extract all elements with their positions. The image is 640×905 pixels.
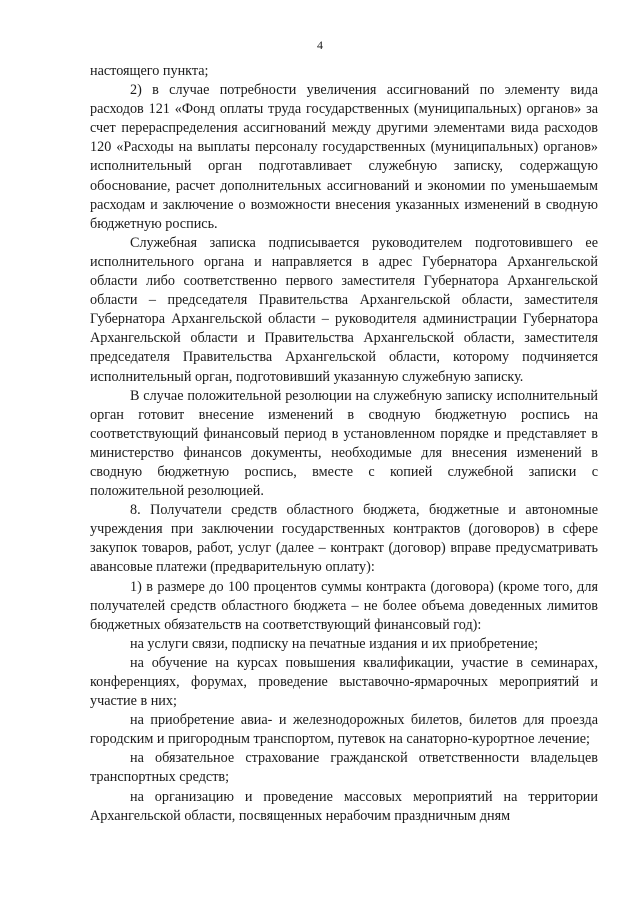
paragraph-continuation: настоящего пункта; (90, 63, 209, 79)
document-body (90, 62, 598, 826)
paragraph-item-2: 2) в случае потребности увеличения ассигнований по элементу вида расходов 121 «Фонд оплаты труда государственных (муниципальных) органов» за счет перераспределения ассигнований между другими элементами вида расходов 120 «Расходы на выплаты персоналу государственных (муниципальных) органов» исполнительный орган подготавливает служебную записку, содержащую обоснование, расчет дополнительных ассигнований и экономии по уменьшаемым расходам и заключение о возможности внесения указанных изменений в сводную бюджетную роспись. (90, 82, 598, 232)
list-item-communication: на услуги связи, подписку на печатные издания и их приобретение; (130, 635, 539, 652)
page-number: 4 (317, 38, 323, 52)
list-item-events: на организацию и проведение массовых мероприятий на территории Архангельской области, посвященных нерабочим праздничным дням (90, 788, 598, 824)
list-item-insurance: на обязательное страхование гражданской ответственности владельцев транспортных средств; (90, 750, 598, 786)
paragraph-subitem-1: 1) в размере до 100 процентов суммы контракта (договора) (кроме того, для получателей средств областного бюджета – не более объема доведенных лимитов бюджетных обязательств на соответствующий финансовый год): (90, 578, 598, 633)
list-item-tickets: на приобретение авиа- и железнодорожных билетов, билетов для проезда городским и пригородным транспортом, путевок на санаторно-курортное лечение; (90, 712, 598, 748)
paragraph-item-8: 8. Получатели средств областного бюджета, бюджетные и автономные учреждения при заключении государственных контрактов (договоров) в сфере закупок товаров, работ, услуг (далее – контракт (договор) вправе предусматривать авансовые платежи (предварительную оплату): (90, 502, 598, 576)
list-item-training: на обучение на курсах повышения квалификации, участие в семинарах, конференциях, форумах, проведение выставочно-ярмарочных мероприятий и участие в них; (90, 654, 598, 710)
paragraph-memo: Служебная записка подписывается руководителем подготовившего ее исполнительного органа и направляется в адрес Губернатора Архангельской области либо соответственно первого заместителя Губернатора Архангельской области – председателя Правительства Архангельской области, заместителя Губернатора Архангельской области – руководителя администрации Губернатора Архангельской области и Правительства Архангельской области, заместителя председателя Правительства Архангельской области, которому подчиняется исполнительный орган, подготовивший указанную служебную записку. (90, 234, 598, 385)
paragraph-resolution: В случае положительной резолюции на служебную записку исполнительный орган готовит внесение изменений в сводную бюджетную роспись на соответствующий финансовый период в установленном порядке и представляет в министерство финансов документы, необходимые для внесения изменений в сводную бюджетную роспись, вместе с копией служебной записки с положительной резолюцией. (90, 387, 598, 500)
